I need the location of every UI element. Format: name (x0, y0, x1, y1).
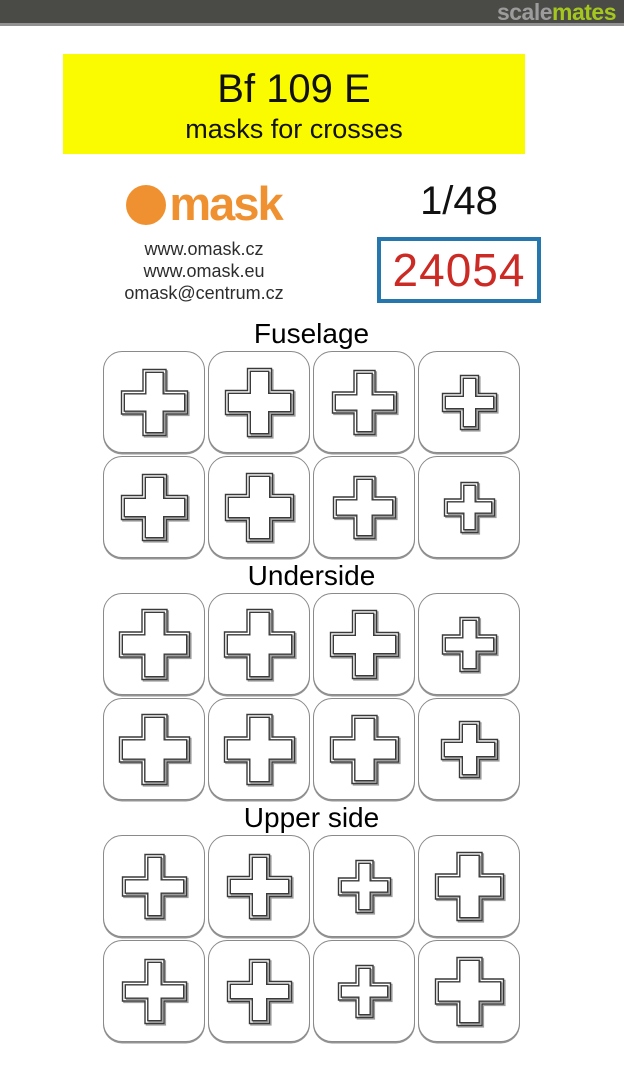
mask-tile (418, 593, 520, 695)
balkenkreuz-cross-icon (420, 595, 519, 694)
balkenkreuz-cross-icon (210, 837, 309, 936)
balkenkreuz-cross-icon (210, 353, 309, 452)
mask-tile (103, 351, 205, 453)
mask-row (103, 835, 520, 937)
product-title: Bf 109 E (217, 67, 371, 111)
product-number: 24054 (392, 244, 526, 296)
mask-tile (418, 940, 520, 1042)
balkenkreuz-cross-icon (315, 458, 414, 557)
balkenkreuz-cross-icon (210, 700, 309, 799)
mask-row (103, 351, 520, 453)
section-label: Fuselage (253, 318, 370, 349)
mask-tile (313, 351, 415, 453)
balkenkreuz-cross-icon (315, 942, 414, 1041)
mask-tile (313, 835, 415, 937)
scale-label: 1/48 (420, 179, 498, 223)
mask-tile (208, 940, 310, 1042)
link-omask-cz: www.omask.cz (144, 239, 264, 259)
scalemates-logo-mates: mates (552, 0, 616, 25)
balkenkreuz-cross-icon (315, 700, 414, 799)
mask-tile (103, 835, 205, 937)
mask-tile (208, 593, 310, 695)
balkenkreuz-cross-icon (420, 353, 519, 452)
balkenkreuz-cross-icon (315, 595, 414, 694)
mask-tile (208, 835, 310, 937)
email-omask: omask@centrum.cz (124, 283, 284, 303)
mask-tile (313, 940, 415, 1042)
scalemates-watermark-bar (0, 0, 624, 26)
balkenkreuz-cross-icon (420, 458, 519, 557)
product-number-box (377, 237, 542, 303)
balkenkreuz-cross-icon (105, 700, 204, 799)
mask-tile (208, 698, 310, 800)
omask-logo-text: mask (169, 177, 282, 230)
mask-row (103, 456, 520, 558)
balkenkreuz-cross-icon (420, 942, 519, 1041)
mask-tile (313, 593, 415, 695)
brand-row (0, 178, 624, 304)
mask-tile (418, 835, 520, 937)
balkenkreuz-cross-icon (420, 837, 519, 936)
balkenkreuz-cross-icon (210, 458, 309, 557)
scalemates-logo-scale: scale (496, 0, 553, 25)
balkenkreuz-cross-icon (315, 353, 414, 452)
mask-tile (418, 698, 520, 800)
contact-links (84, 238, 324, 304)
mask-tile (103, 456, 205, 558)
mask-tile (103, 698, 205, 800)
mask-row (103, 698, 520, 800)
mask-tile (418, 456, 520, 558)
balkenkreuz-cross-icon (105, 595, 204, 694)
balkenkreuz-cross-icon (420, 700, 519, 799)
omask-logo (126, 178, 281, 230)
mask-tile (103, 593, 205, 695)
balkenkreuz-cross-icon (105, 458, 204, 557)
mask-tile (313, 456, 415, 558)
omask-logo-circle-icon (126, 185, 166, 225)
balkenkreuz-cross-icon (315, 837, 414, 936)
mask-tile (103, 940, 205, 1042)
section-label: Underside (247, 560, 376, 591)
scalemates-logo (497, 0, 616, 25)
mask-row (103, 940, 520, 1042)
balkenkreuz-cross-icon (105, 353, 204, 452)
mask-tile (418, 351, 520, 453)
balkenkreuz-cross-icon (105, 942, 204, 1041)
section-label: Upper side (243, 802, 380, 833)
link-omask-eu: www.omask.eu (143, 261, 265, 281)
mask-tile (208, 456, 310, 558)
sections (103, 319, 520, 1042)
mask-tile (208, 351, 310, 453)
brand-right (369, 178, 549, 304)
product-subtitle: masks for crosses (185, 114, 403, 144)
balkenkreuz-cross-icon (210, 942, 309, 1041)
mask-row (103, 593, 520, 695)
brand-left (84, 178, 324, 304)
title-banner (63, 54, 525, 154)
mask-tile (313, 698, 415, 800)
balkenkreuz-cross-icon (210, 595, 309, 694)
balkenkreuz-cross-icon (105, 837, 204, 936)
